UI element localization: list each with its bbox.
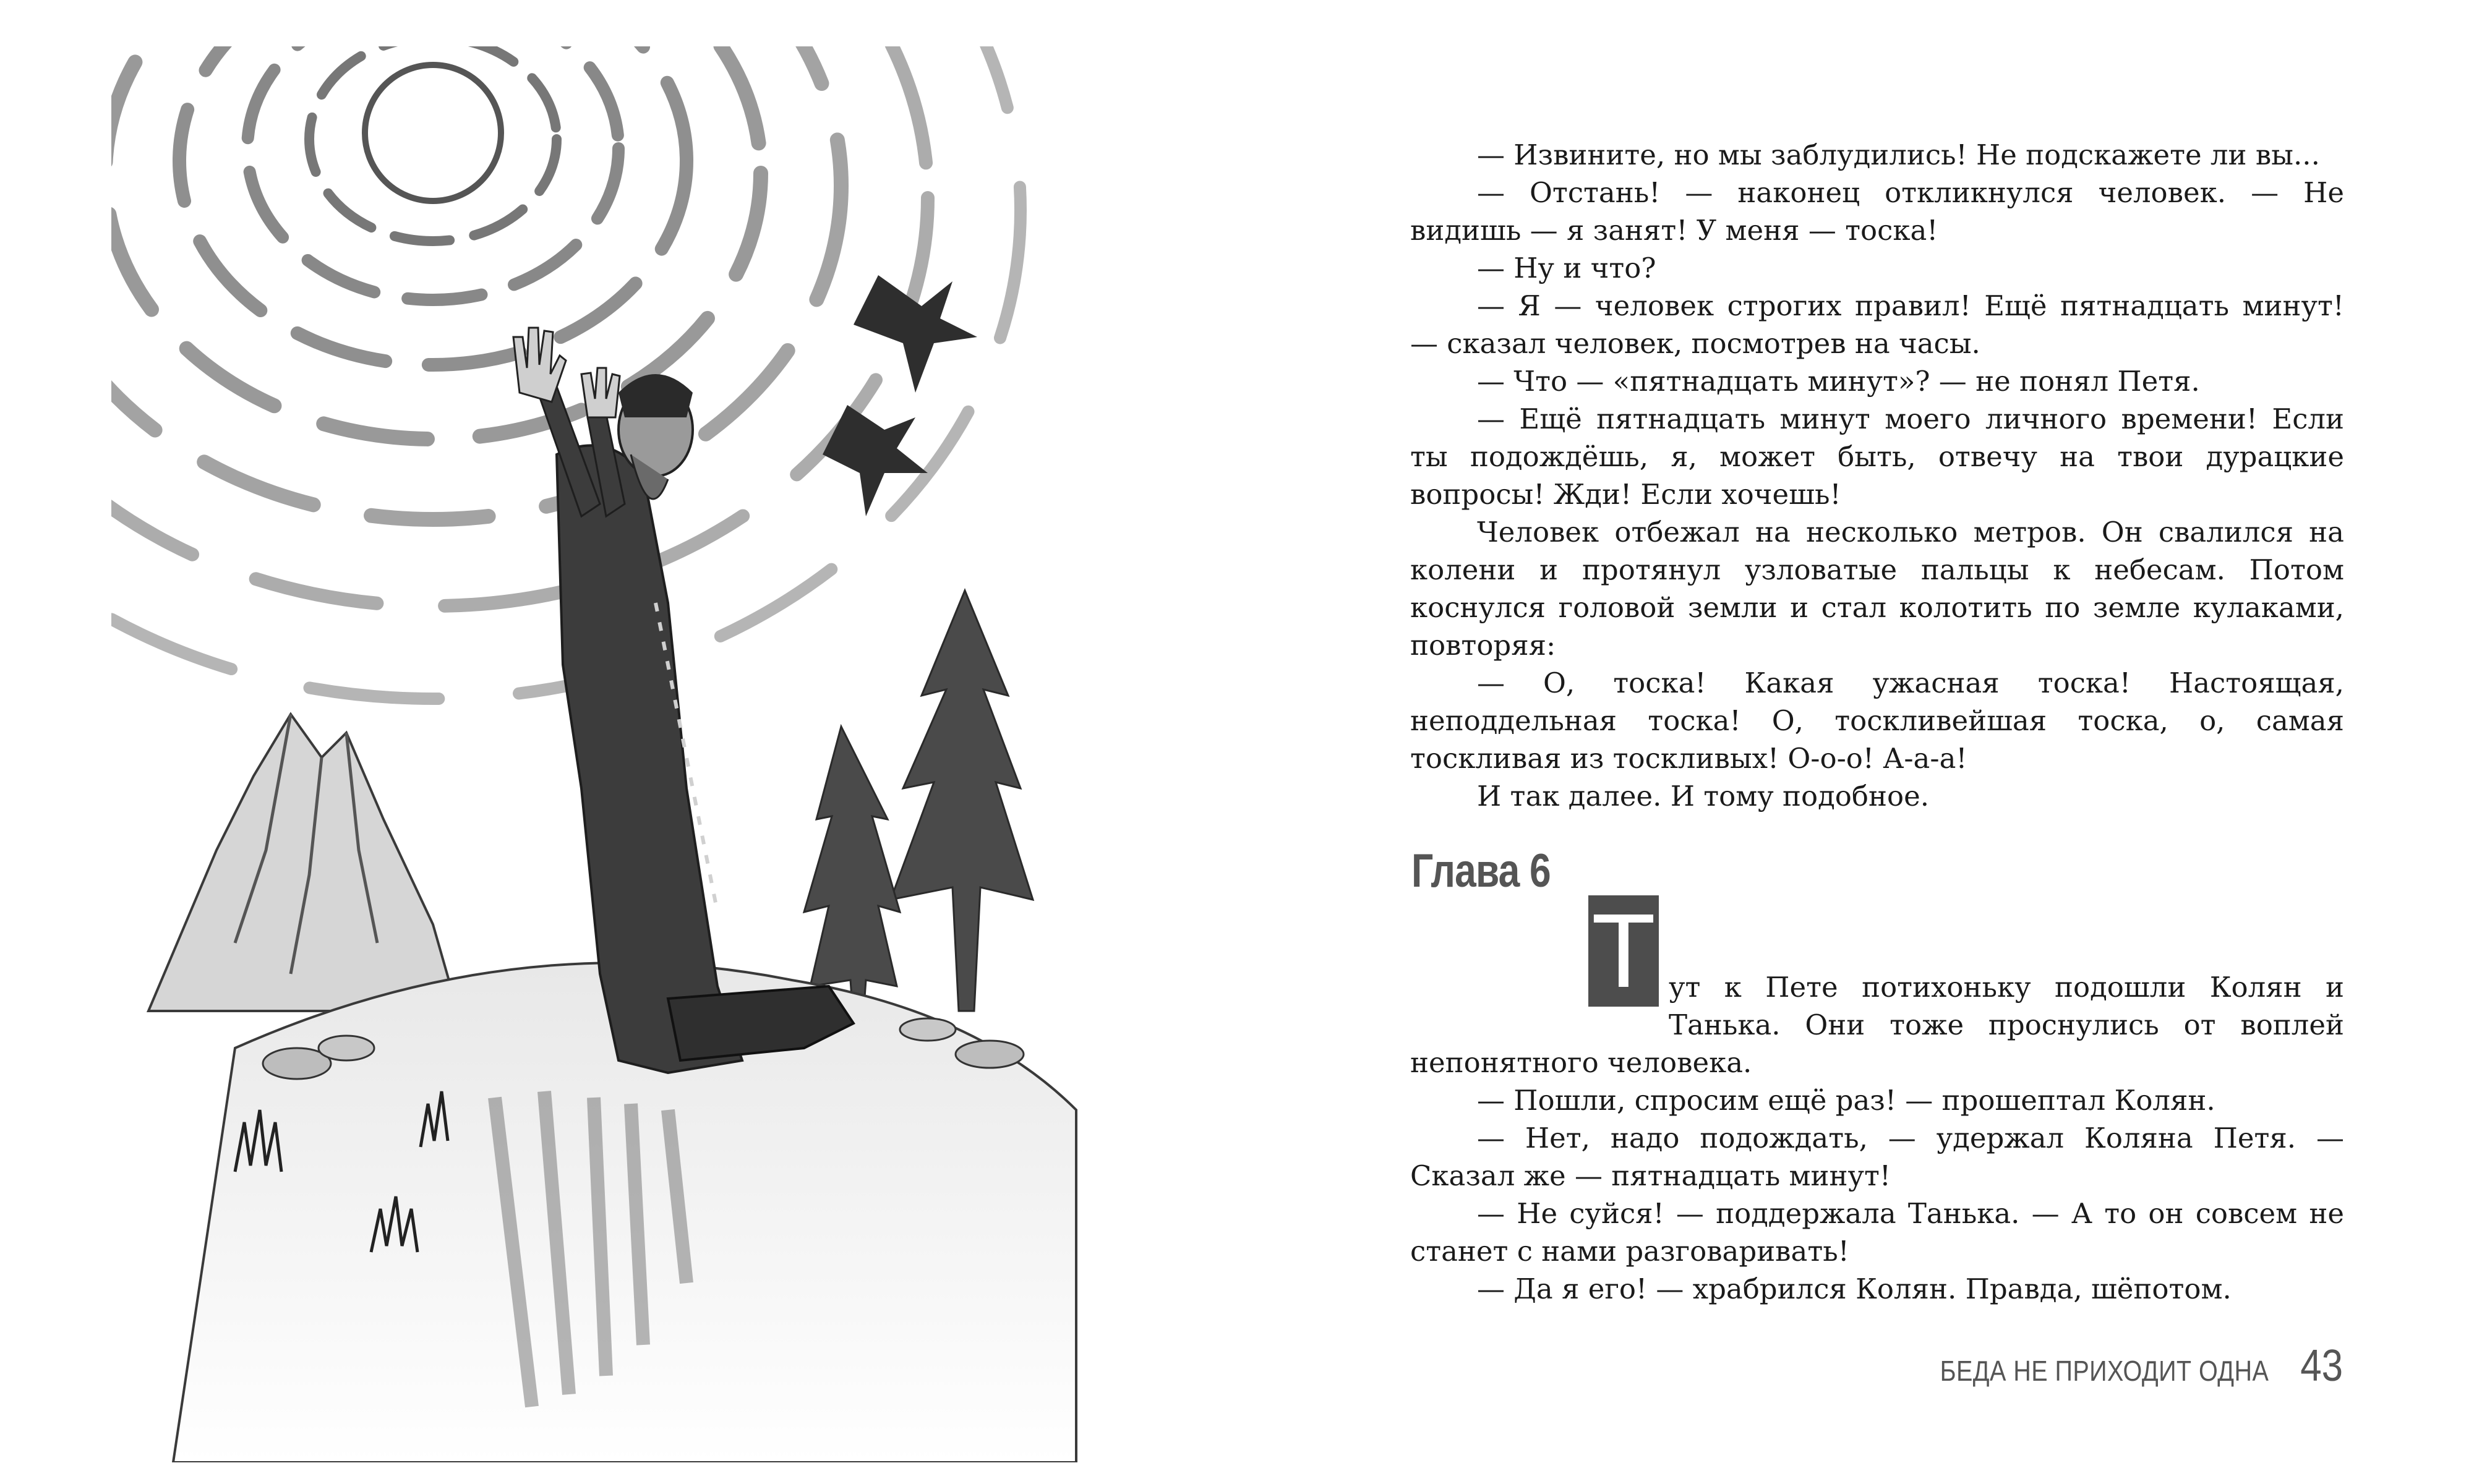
chapter-title: Глава 6 xyxy=(1411,845,1551,897)
drop-cap: Т xyxy=(1588,895,1659,1007)
paragraph: — О, тоска! Какая ужасная тоска! Настоящая, неподдельная тоска! О, тоскливейшая тоска, о, самая тоскливая из тоскливых! О-о-о! А-а-а! xyxy=(1410,667,2344,775)
paragraph: — Нет, надо подождать, — удержал Коляна Петя. — Сказал же — пятнадцать минут! xyxy=(1410,1122,2344,1192)
text-block-top xyxy=(1410,136,2344,815)
text-block-chapter xyxy=(1410,892,2344,1308)
paragraph: — Что — «пятнадцать минут»? — не понял Петя. xyxy=(1477,365,2200,398)
paragraph: — Извините, но мы заблудились! Не подскажете ли вы... xyxy=(1477,139,2320,171)
paragraph: И так далее. И тому подобное. xyxy=(1477,780,1930,812)
page-number: 43 xyxy=(2300,1341,2343,1391)
paragraph: — Ещё пятнадцать минут моего личного времени! Если ты подождёшь, я, может быть, отвечу на твои дурацкие вопросы! Жди! Если хочешь! xyxy=(1410,403,2344,511)
pencil-drawing xyxy=(111,46,1132,1462)
dropcap-spacer xyxy=(1410,895,2344,968)
paragraph: — Я — человек строгих правил! Ещё пятнадцать минут! — сказал человек, посмотрев на часы. xyxy=(1410,289,2344,360)
running-head: БЕДА НЕ ПРИХОДИТ ОДНА xyxy=(1940,1355,2269,1387)
paragraph: — Отстань! — наконец откликнулся человек. — Не видишь — я занят! У меня — тоска! xyxy=(1410,176,2344,247)
paragraph: Человек отбежал на несколько метров. Он свалился на колени и протянул узловатые пальцы к небесам. Потом коснулся головой земли и стал колотить по земле кулаками, повторяя: xyxy=(1410,516,2344,662)
kneeling-man xyxy=(513,328,854,1073)
paragraph: — Пошли, спросим ещё раз! — прошептал Колян. xyxy=(1477,1084,2215,1117)
mountains xyxy=(148,714,458,1011)
trees xyxy=(804,591,1033,1023)
crows xyxy=(823,275,977,516)
paragraph: — Ну и что? xyxy=(1477,252,1656,284)
chapter-first-paragraph: ут к Пете потихоньку подошли Колян и Танька. Они тоже проснулись от воплей непонятного человека. xyxy=(1410,971,2344,1079)
illustration xyxy=(111,46,1132,1462)
paragraph: — Да я его! — храбрился Колян. Правда, шёпотом. xyxy=(1477,1273,2232,1305)
page-footer xyxy=(1886,1341,2343,1391)
paragraph: — Не суйся! — поддержала Танька. — А то он совсем не станет с нами разговаривать! xyxy=(1410,1197,2344,1268)
